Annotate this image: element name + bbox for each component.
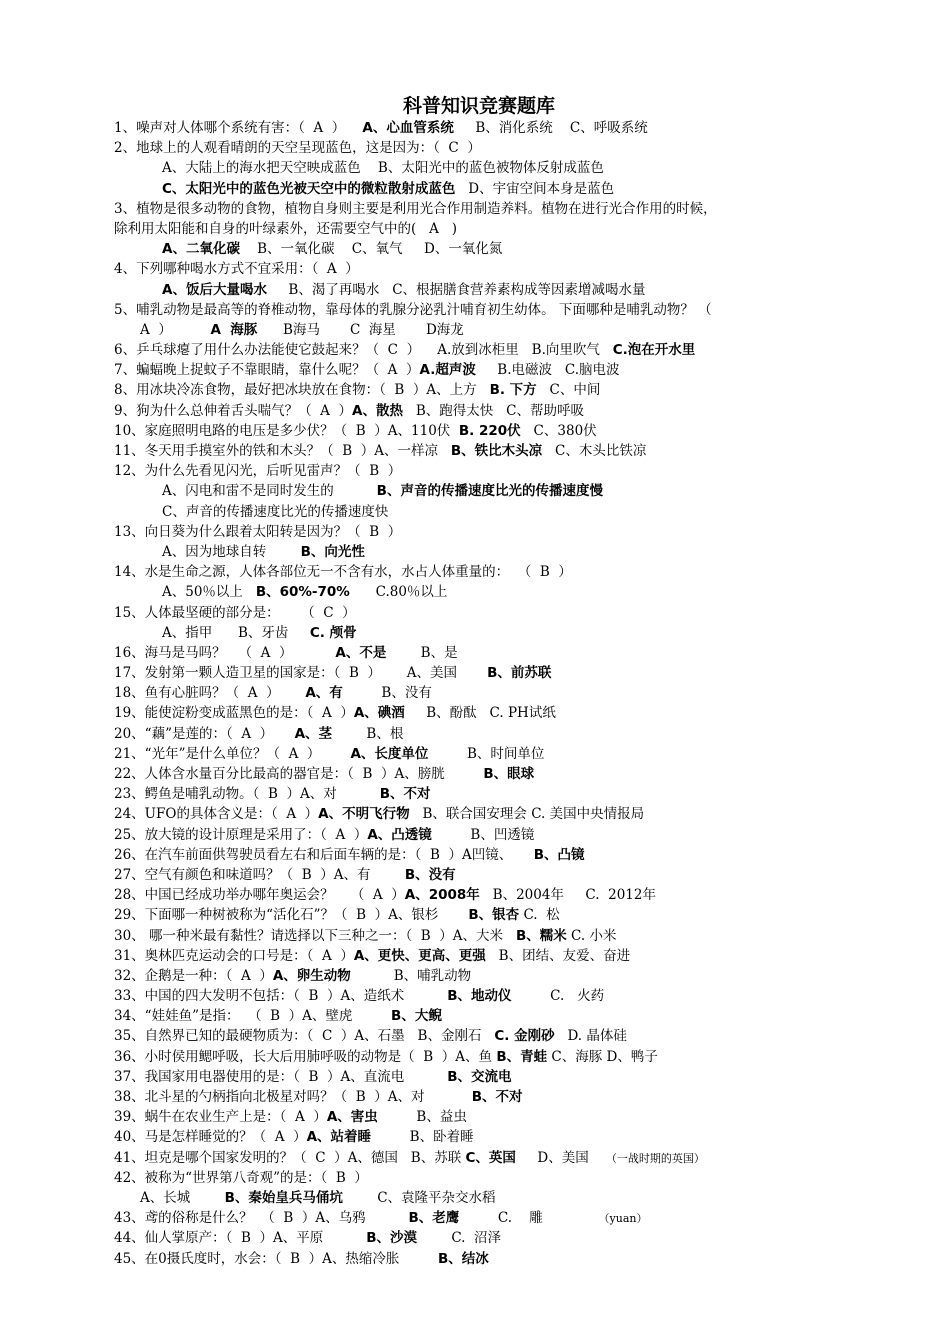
answer-text: A、不是 bbox=[335, 644, 387, 661]
answer-text: B、青蛙 bbox=[496, 1048, 548, 1065]
text-line bbox=[114, 946, 844, 966]
question-text: 31、奥林匹克运动会的口号是：（ A ） bbox=[114, 947, 354, 964]
question-text: 43、鸢的俗称是什么？ （ B ）A、乌鸦 bbox=[114, 1210, 409, 1227]
text-line bbox=[114, 401, 844, 421]
answer-text: B、没有 bbox=[404, 866, 456, 883]
question-text: 12、为什么先看见闪光，后听见雷声？（ B ） bbox=[114, 463, 402, 480]
question-text: C. 火药 bbox=[511, 988, 605, 1005]
question-text: 38、北斗星的勺柄指向北极星对吗？（ B ）A、对 bbox=[114, 1089, 472, 1105]
question-text: 8、用冰块冷冻食物，最好把冰块放在食物：（ B ）A、上方 bbox=[114, 382, 490, 399]
text-line bbox=[114, 724, 844, 744]
answer-text: C. 颅骨 bbox=[309, 624, 357, 641]
text-line bbox=[114, 481, 844, 501]
text-line bbox=[114, 1026, 844, 1046]
question-text: 除利用太阳能和自身的叶绿素外，还需要空气中的( A ) bbox=[114, 220, 458, 237]
question-text: B、卧着睡 bbox=[371, 1129, 474, 1146]
text-line bbox=[114, 1127, 844, 1147]
question-text: A ） bbox=[140, 321, 211, 338]
text-line bbox=[114, 966, 844, 986]
question-text: 27、空气有颜色和味道吗？（ B ）A、有 bbox=[114, 866, 405, 883]
text-line bbox=[114, 926, 844, 946]
question-text: B、渴了再喝水 C、根据膳食营养素构成等因素增减喝水量 bbox=[266, 281, 646, 298]
answer-text: C、太阳光中的蓝色光被天空中的微粒散射成蓝色 bbox=[162, 180, 456, 197]
question-text: B、团结、友爱、奋进 bbox=[485, 947, 631, 964]
question-text: C、380伏 bbox=[520, 422, 597, 439]
question-text: 33、中国的四大发明不包括：（ B ）A、造纸术 bbox=[114, 988, 448, 1005]
document-page bbox=[114, 94, 844, 1269]
question-text: C.80％以上 bbox=[349, 584, 448, 601]
question-text: 30、 哪一种米最有黏性？请选择以下三种之一：（ B ）A、大米 bbox=[114, 927, 516, 944]
answer-text: A.超声波 bbox=[419, 362, 476, 379]
answer-text: B、秦始皇兵马俑坑 bbox=[224, 1189, 343, 1206]
question-text: 20、“藕”是莲的：（ A ） bbox=[114, 725, 295, 742]
question-text: 37、我国家用电器使用的是：（ B ）A、直流电 bbox=[114, 1068, 448, 1085]
answer-text: B、凸镜 bbox=[533, 846, 585, 863]
question-text: 10、家庭照明电路的电压是多少伏？（ B ）A、110伏 bbox=[114, 422, 459, 439]
text-line bbox=[114, 239, 844, 259]
text-line bbox=[114, 1208, 844, 1228]
answer-text: A、凸透镜 bbox=[367, 826, 432, 843]
text-line bbox=[114, 623, 844, 643]
text-line bbox=[114, 703, 844, 723]
question-text: B、2004年 C. 2012年 bbox=[479, 887, 656, 904]
question-text: C、海豚 D、鸭子 bbox=[547, 1048, 658, 1065]
text-line bbox=[114, 562, 844, 582]
question-text: 19、能使淀粉变成蓝黑色的是：（ A ） bbox=[114, 705, 354, 722]
question-text: C. 小米 bbox=[566, 927, 617, 944]
answer-text: B、银杏 bbox=[468, 907, 520, 924]
text-line bbox=[114, 421, 844, 441]
question-text: 1、噪声对人体哪个系统有害：（ A ） bbox=[114, 120, 363, 136]
text-line bbox=[114, 1087, 844, 1107]
question-text: 25、放大镜的设计原理是采用了：（ A ） bbox=[114, 826, 368, 843]
answer-text: A、站着睡 bbox=[306, 1129, 372, 1146]
answer-text: B、结冰 bbox=[437, 1250, 489, 1267]
text-line bbox=[114, 522, 844, 542]
answer-text: A、2008年 bbox=[404, 887, 480, 904]
question-text: A、指甲 B、牙齿 bbox=[162, 624, 310, 641]
question-text: 15、人体最坚硬的部分是： （ C ） bbox=[114, 604, 356, 621]
answer-text: C.泡在开水里 bbox=[612, 342, 696, 359]
answer-text: B、向光性 bbox=[300, 543, 365, 560]
question-text: B、一氧化碳 C、氧气 D、一氧化氮 bbox=[239, 241, 503, 258]
text-line bbox=[114, 360, 844, 380]
text-line bbox=[114, 784, 844, 804]
question-text: 40、马是怎样睡觉的？（ A ） bbox=[114, 1129, 307, 1146]
question-text: A、大陆上的海水把天空映成蓝色 B、太阳光中的蓝色被物体反射成蓝色 bbox=[162, 160, 604, 177]
text-line bbox=[114, 683, 844, 703]
text-line bbox=[114, 340, 844, 360]
answer-text: B、交流电 bbox=[447, 1068, 512, 1085]
answer-text: A、饭后大量喝水 bbox=[162, 281, 267, 298]
answer-text: B、大鲵 bbox=[391, 1008, 442, 1025]
question-text: 11、冬天用手摸室外的铁和木头？（ B ）A、一样凉 bbox=[114, 443, 451, 459]
question-text: B、消化系统 C、呼吸系统 bbox=[453, 120, 648, 136]
question-text: 28、中国已经成功举办哪年奥运会？ （ A ） bbox=[114, 887, 405, 904]
question-text: C、中间 bbox=[536, 382, 601, 399]
text-line bbox=[114, 1249, 844, 1269]
text-line bbox=[114, 744, 844, 764]
question-text: B、没有 bbox=[342, 685, 432, 702]
text-line bbox=[114, 1148, 844, 1168]
answer-text: A、有 bbox=[305, 685, 343, 702]
text-line bbox=[114, 179, 844, 199]
text-line bbox=[114, 865, 844, 885]
text-line bbox=[114, 643, 844, 663]
text-line bbox=[114, 1107, 844, 1127]
question-text: C、袁隆平杂交水稻 bbox=[342, 1189, 496, 1206]
text-line bbox=[114, 603, 844, 623]
answer-text: C、英国 bbox=[465, 1149, 516, 1166]
text-line bbox=[114, 118, 844, 138]
question-text: B、跑得太快 C、帮助呼吸 bbox=[402, 402, 584, 419]
question-text: 35、自然界已知的最硬物质为：（ C ）A、石墨 B、金刚石 bbox=[114, 1028, 495, 1045]
text-line bbox=[114, 461, 844, 481]
question-text: 13、向日葵为什么跟着太阳转是因为？（ B ） bbox=[114, 523, 402, 540]
text-line bbox=[114, 1067, 844, 1087]
question-text: 17、发射第一颗人造卫星的国家是：（ B ） A、美国 bbox=[114, 665, 488, 682]
question-text: B海马 C 海星 D海龙 bbox=[257, 321, 464, 338]
question-text: 22、人体含水量百分比最高的器官是：（ B ）A、膀胱 bbox=[114, 766, 484, 782]
question-text: A、长城 bbox=[140, 1189, 225, 1206]
page-title: 科普知识竞赛题库 bbox=[402, 95, 555, 117]
answer-text: B、沙漠 bbox=[366, 1230, 417, 1247]
question-text: （yuan） bbox=[598, 1212, 648, 1226]
text-line bbox=[114, 259, 844, 279]
question-text: 6、乒乓球瘪了用什么办法能使它鼓起来？（ C ） A.放到冰柜里 B.向里吹气 bbox=[114, 342, 613, 359]
question-text: 24、UFO的具体含义是：（ A ） bbox=[114, 806, 319, 823]
question-text: 29、下面哪一种树被称为“活化石”？（ B ）A、银杉 bbox=[114, 907, 469, 924]
question-list bbox=[114, 118, 844, 1269]
question-text: 21、“光年”是什么单位？（ A ） bbox=[114, 745, 351, 762]
text-line bbox=[114, 380, 844, 400]
answer-text: A、二氧化碳 bbox=[162, 241, 240, 258]
question-text: B、根 bbox=[332, 725, 404, 742]
question-text: B、凹透镜 bbox=[431, 826, 535, 843]
text-line bbox=[114, 219, 844, 239]
question-text: C、木头比铁凉 bbox=[542, 443, 647, 459]
answer-text: B、不对 bbox=[471, 1089, 523, 1105]
text-line bbox=[114, 158, 844, 178]
question-text: 36、小时侯用鳃呼吸，长大后用肺呼吸的动物是（ B ）A、鱼 bbox=[114, 1048, 497, 1065]
text-line bbox=[114, 804, 844, 824]
text-line bbox=[114, 502, 844, 522]
question-text: C. 松 bbox=[519, 907, 560, 924]
answer-text: B、铁比木头凉 bbox=[450, 443, 543, 459]
question-text: 4、下列哪种喝水方式不宜采用：（ A ） bbox=[114, 261, 359, 278]
question-text: 45、在0摄氏度时，水会：（ B ）A、热缩冷胀 bbox=[114, 1250, 438, 1267]
question-text: 44、仙人掌原产：（ B ）A、平原 bbox=[114, 1230, 367, 1247]
answer-text: B. 220伏 bbox=[458, 422, 521, 439]
text-line bbox=[114, 1006, 844, 1026]
text-line bbox=[114, 663, 844, 683]
text-line bbox=[114, 1047, 844, 1067]
question-text: （一战时期的英国） bbox=[605, 1151, 705, 1165]
question-text: 3、植物是很多动物的食物，植物自身则主要是利用光合作用制造养料。植物在进行光合作用的时候， bbox=[114, 200, 717, 217]
text-line bbox=[114, 905, 844, 925]
answer-text: B、60%-70% bbox=[255, 584, 350, 601]
question-text: A、闪电和雷不是同时发生的 bbox=[162, 483, 377, 500]
question-text: 34、“娃娃鱼”是指： （ B ）A、壁虎 bbox=[114, 1008, 392, 1025]
question-text: 26、在汽车前面供驾驶员看左右和后面车辆的是：（ B ）A凹镜、 bbox=[114, 846, 534, 863]
text-line bbox=[114, 1188, 844, 1208]
question-text: B、哺乳动物 bbox=[350, 967, 472, 984]
question-text: B、酚酞 C. PH试纸 bbox=[404, 705, 556, 722]
answer-text: A、长度单位 bbox=[350, 745, 429, 762]
answer-text: A 海豚 bbox=[210, 321, 258, 338]
question-text: C、声音的传播速度比光的传播速度快 bbox=[162, 503, 389, 520]
answer-text: A、心血管系统 bbox=[362, 120, 454, 136]
question-text: 18、鱼有心脏吗？（ A ） bbox=[114, 685, 306, 702]
question-text: B、联合国安理会 C. 美国中央情报局 bbox=[409, 806, 645, 823]
answer-text: A、卵生动物 bbox=[272, 967, 351, 984]
question-text: 7、蝙蝠晚上捉蚊子不靠眼睛，靠什么呢？（ A ） bbox=[114, 362, 420, 379]
question-text: 2、地球上的人观看晴朗的天空呈现蓝色，这是因为：（ C ） bbox=[114, 140, 481, 157]
text-line bbox=[114, 280, 844, 300]
answer-text: B、前苏联 bbox=[487, 665, 552, 682]
text-line bbox=[114, 300, 844, 320]
text-line bbox=[114, 986, 844, 1006]
text-line bbox=[114, 542, 844, 562]
text-line bbox=[114, 441, 844, 461]
question-text: B、是 bbox=[386, 644, 458, 661]
text-line bbox=[114, 138, 844, 158]
answer-text: B. 下方 bbox=[489, 382, 537, 399]
text-line bbox=[114, 1228, 844, 1248]
question-text: B、益虫 bbox=[377, 1109, 467, 1126]
question-text: 14、水是生命之源，人体各部位无一不含有水，水占人体重量的： （ B ） bbox=[114, 564, 572, 581]
text-line bbox=[114, 582, 844, 602]
question-text: 9、狗为什么总伸着舌头喘气？（ A ） bbox=[114, 402, 353, 419]
answer-text: B、老鹰 bbox=[408, 1210, 460, 1227]
text-line bbox=[114, 320, 844, 340]
question-text: 16、海马是马吗？ （ A ） bbox=[114, 644, 336, 661]
text-line bbox=[114, 764, 844, 784]
answer-text: A、更快、更高、更强 bbox=[353, 947, 486, 964]
question-text: B.电磁波 C.脑电波 bbox=[475, 362, 620, 379]
answer-text: A、茎 bbox=[294, 725, 333, 742]
answer-text: B、地动仪 bbox=[447, 988, 512, 1005]
question-text: B、时间单位 bbox=[428, 745, 545, 762]
answer-text: B、糯米 bbox=[515, 927, 567, 944]
question-text: D、宇宙空间本身是蓝色 bbox=[455, 180, 615, 197]
answer-text: A、害虫 bbox=[326, 1109, 378, 1126]
question-text: D、美国 bbox=[515, 1149, 606, 1166]
answer-text: B、眼球 bbox=[483, 766, 535, 782]
question-text: A、50％以上 bbox=[162, 584, 256, 601]
text-line bbox=[114, 825, 844, 845]
question-text: 5、哺乳动物是最高等的脊椎动物，靠母体的乳腺分泌乳汁哺育初生幼体。 下面哪种是哺乳动物？ （ bbox=[114, 301, 712, 318]
text-line bbox=[114, 1168, 844, 1188]
answer-text: A、碘酒 bbox=[353, 705, 405, 722]
question-text: 39、蜗牛在农业生产上是：（ A ） bbox=[114, 1109, 327, 1126]
question-text: C. 沼泽 bbox=[416, 1230, 502, 1247]
answer-text: A、散热 bbox=[352, 402, 403, 419]
question-text: 23、鳄鱼是哺乳动物。（ B ）A、对 bbox=[114, 786, 380, 803]
question-text: 42、被称为“世界第八奇观”的是：（ B ） bbox=[114, 1169, 368, 1186]
question-text: C. 雕 bbox=[459, 1210, 599, 1227]
question-text: 41、坦克是哪个国家发明的？（ C ）A、德国 B、苏联 bbox=[114, 1149, 466, 1166]
question-text: A、因为地球自转 bbox=[162, 543, 301, 560]
text-line bbox=[114, 199, 844, 219]
answer-text: A、不明飞行物 bbox=[318, 806, 410, 823]
text-line bbox=[114, 845, 844, 865]
answer-text: B、声音的传播速度比光的传播速度慢 bbox=[376, 483, 603, 500]
answer-text: B、不对 bbox=[379, 786, 431, 803]
question-text: D. 晶体硅 bbox=[554, 1028, 627, 1045]
answer-text: C. 金刚砂 bbox=[494, 1028, 555, 1045]
question-text: 32、企鹅是一种：（ A ） bbox=[114, 967, 273, 984]
text-line bbox=[114, 885, 844, 905]
